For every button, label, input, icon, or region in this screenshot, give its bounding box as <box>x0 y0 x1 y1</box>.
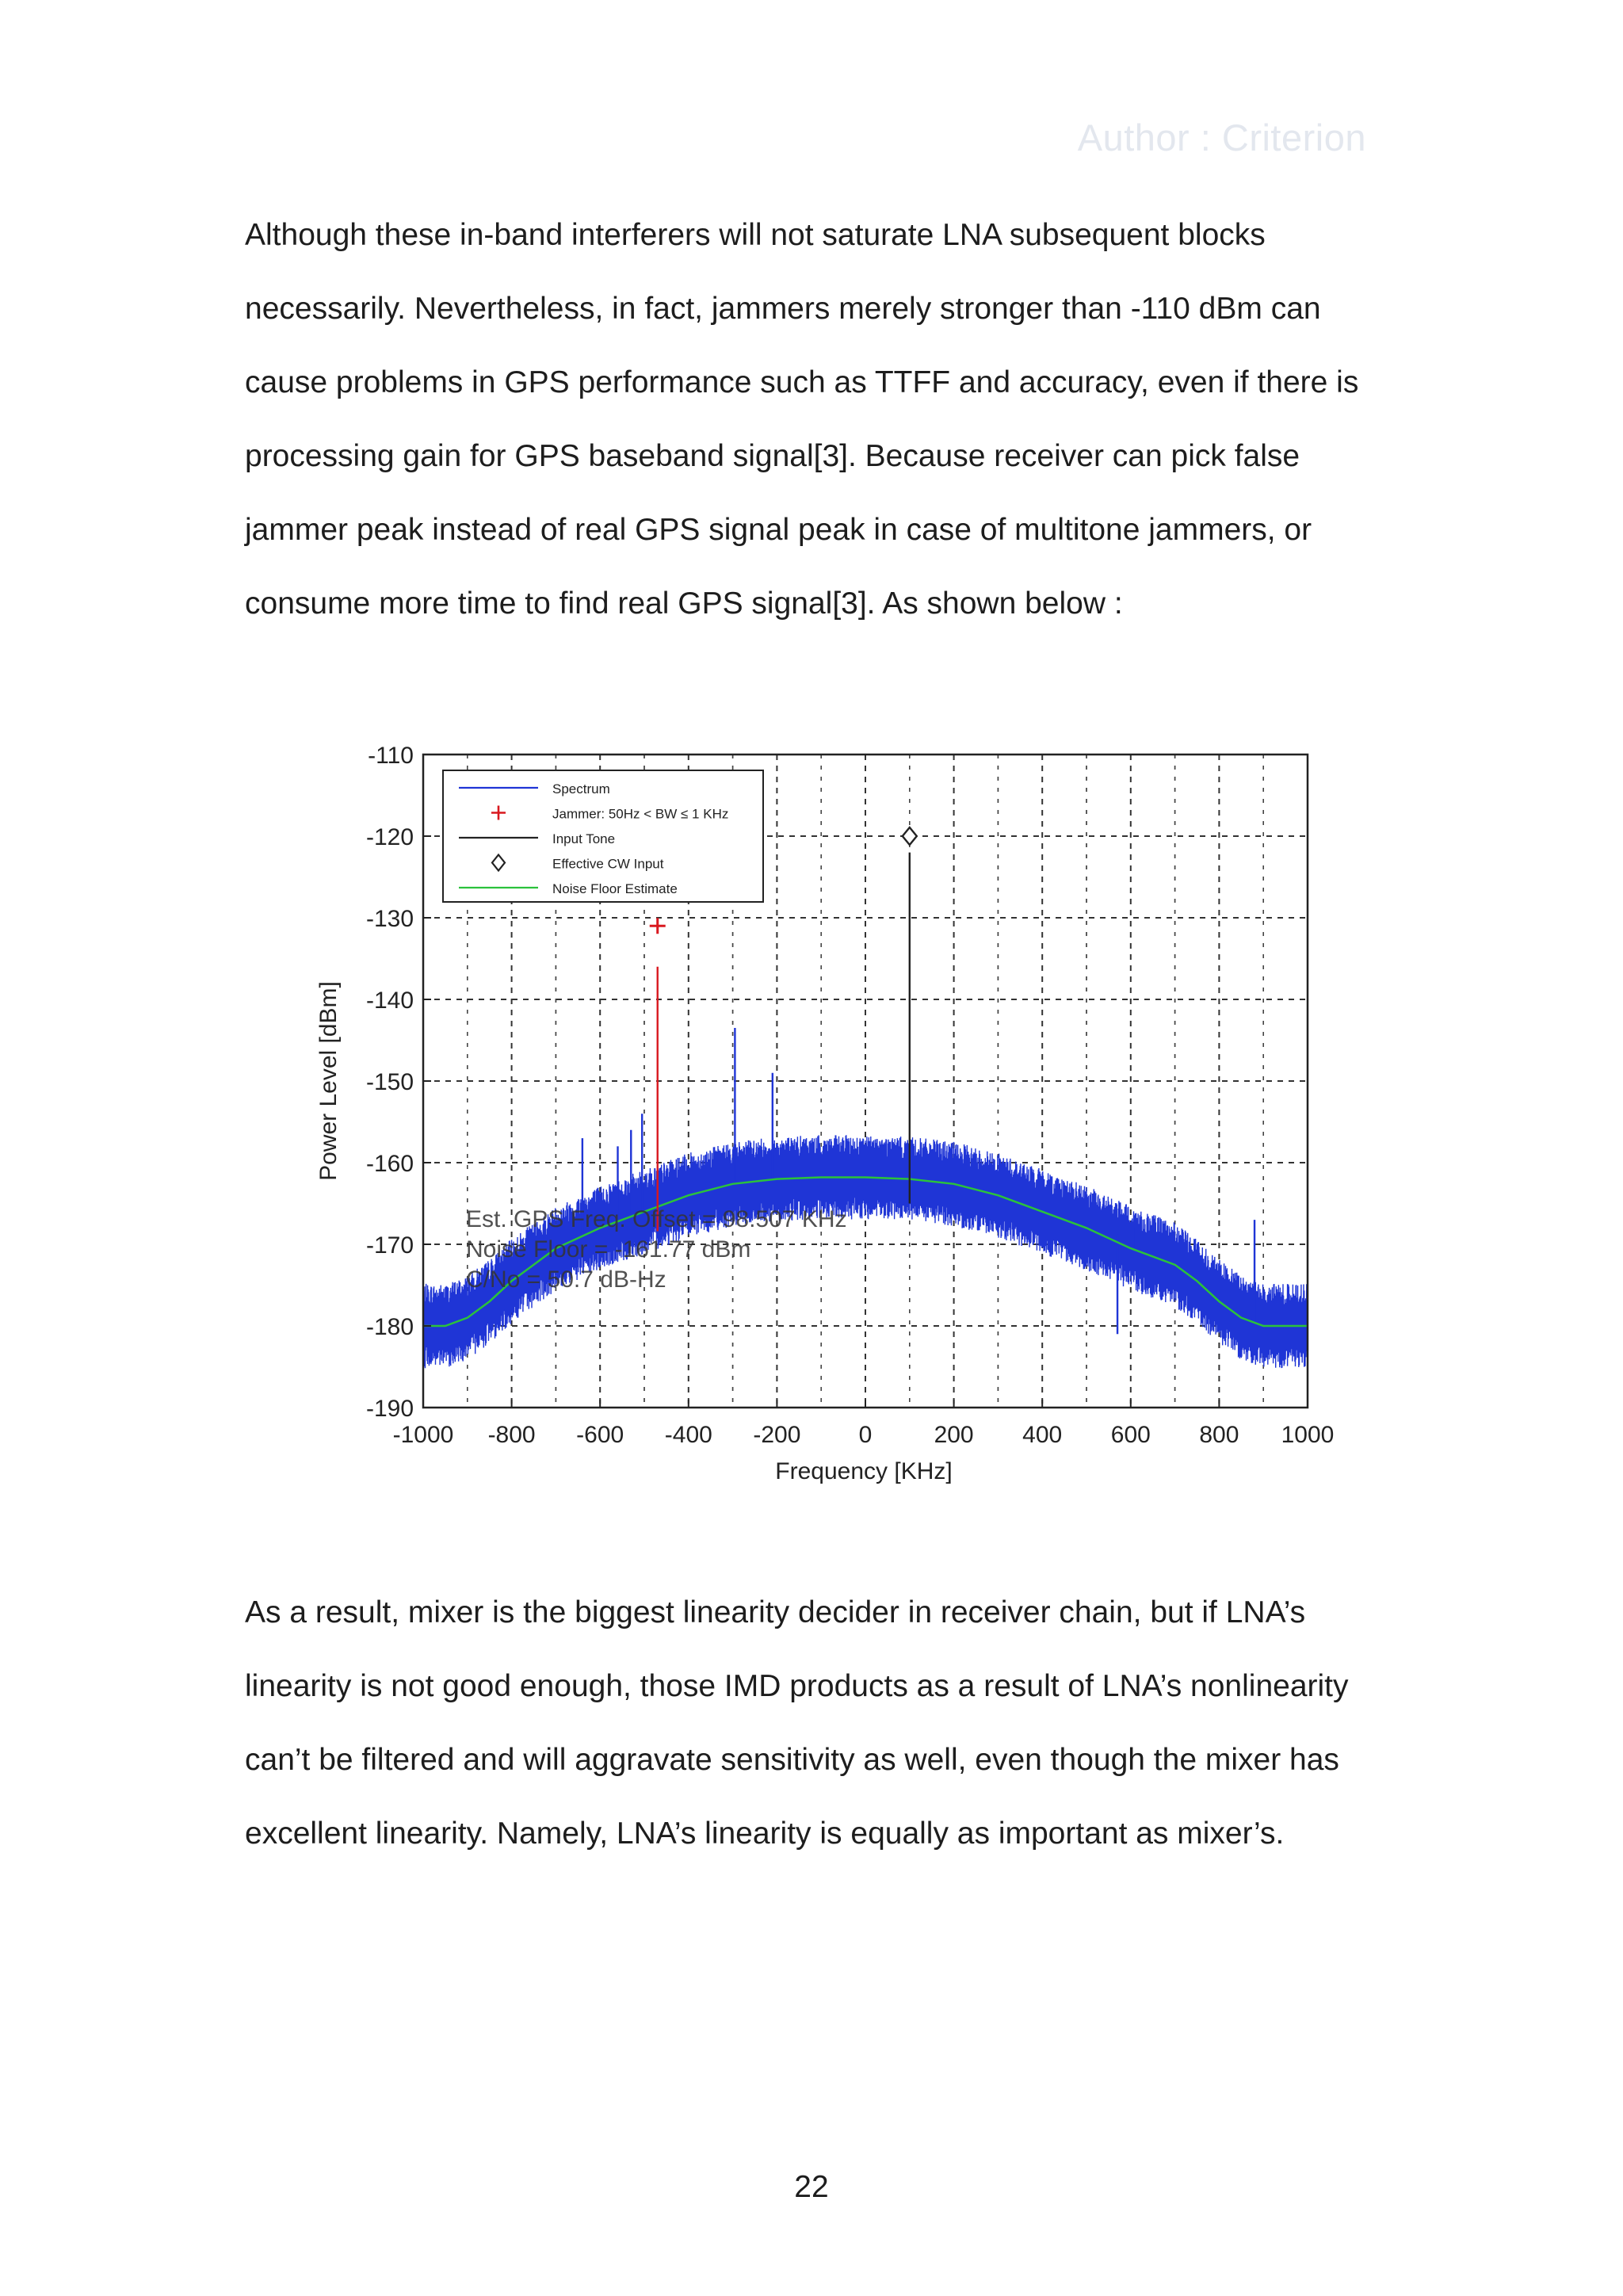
y-tick-label: -160 <box>365 1151 414 1177</box>
y-tick-label: -150 <box>365 1069 414 1095</box>
y-tick-label: -180 <box>365 1314 414 1340</box>
annotation-noise-floor: Noise Floor = -161.77 dBm <box>466 1236 751 1263</box>
x-tick-label: 200 <box>934 1422 974 1448</box>
y-tick-label: -170 <box>365 1232 414 1259</box>
legend <box>443 770 763 902</box>
text-line: As a result, mixer is the biggest linearity decider in receiver chain, but if LNA’s <box>245 1595 1306 1629</box>
conclusion-paragraph <box>245 1576 1394 1870</box>
annotation-cno: C/No = 50.7 dB-Hz <box>466 1266 666 1293</box>
intro-paragraph <box>245 198 1394 640</box>
y-tick-label: -110 <box>368 743 414 769</box>
text-line: necessarily. Nevertheless, in fact, jammers merely stronger than -110 dBm can <box>245 292 1321 326</box>
header-author: Author : Criterion <box>1077 117 1366 159</box>
x-tick-label: -1000 <box>392 1422 454 1448</box>
y-tick-label: -190 <box>365 1396 414 1422</box>
text-line: consume more time to find real GPS signal[3]. As shown below : <box>245 586 1123 621</box>
legend-label: Noise Floor Estimate <box>552 881 678 896</box>
annotation-offset: Est. GPS Freq. Offset = 98.507 KHz <box>466 1206 847 1232</box>
page-number: 22 <box>794 2170 829 2204</box>
legend-label: Spectrum <box>552 781 610 797</box>
y-axis-label: Power Level [dBm] <box>315 981 342 1181</box>
text-line: linearity is not good enough, those IMD products as a result of LNA’s nonlinearity <box>245 1669 1349 1703</box>
legend-label: Effective CW Input <box>552 856 664 872</box>
x-tick-label: -200 <box>753 1422 801 1448</box>
text-line: Although these in-band interferers will not saturate LNA subsequent blocks <box>245 218 1266 252</box>
x-tick-label: 600 <box>1110 1422 1151 1448</box>
spectrum-chart <box>311 737 1341 1498</box>
x-tick-label: -400 <box>664 1422 712 1448</box>
x-tick-label: 800 <box>1199 1422 1239 1448</box>
text-line: can’t be filtered and will aggravate sensitivity as well, even though the mixer has <box>245 1743 1339 1777</box>
y-tick-label: -130 <box>365 906 414 932</box>
x-tick-label: 400 <box>1022 1422 1063 1448</box>
y-tick-label: -120 <box>365 824 414 850</box>
text-line: cause problems in GPS performance such as TTFF and accuracy, even if there is <box>245 365 1359 399</box>
legend-label: Jammer: 50Hz < BW ≤ 1 KHz <box>552 806 729 822</box>
x-axis-label: Frequency [KHz] <box>775 1458 953 1484</box>
x-tick-label: 1000 <box>1281 1422 1335 1448</box>
legend-label: Input Tone <box>552 831 616 846</box>
x-tick-label: -600 <box>576 1422 624 1448</box>
text-line: processing gain for GPS baseband signal[3]. Because receiver can pick false <box>245 439 1300 473</box>
x-tick-label: -800 <box>487 1422 536 1448</box>
spectrum-figure <box>311 737 1341 1498</box>
y-tick-label: -140 <box>365 988 414 1014</box>
text-line: excellent linearity. Namely, LNA’s linearity is equally as important as mixer’s. <box>245 1817 1285 1851</box>
x-tick-label: 0 <box>858 1422 873 1448</box>
text-line: jammer peak instead of real GPS signal peak in case of multitone jammers, or <box>245 513 1312 547</box>
